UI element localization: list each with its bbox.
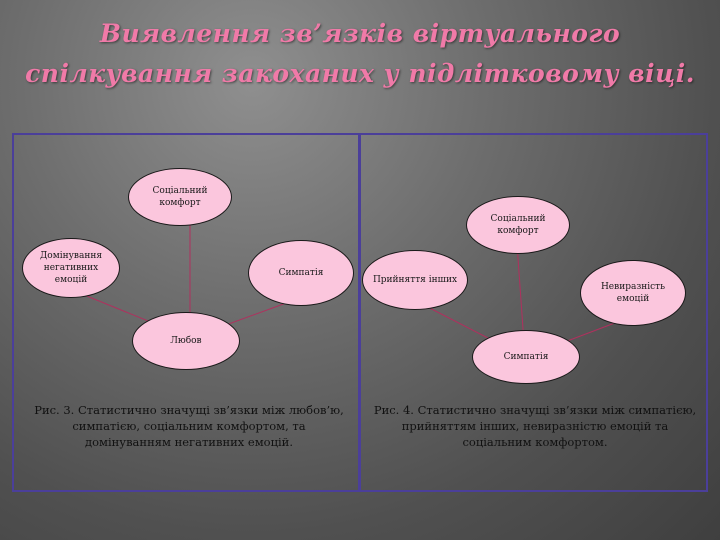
caption-left: Рис. 3. Статистично значущі зв’язки між любов’ю, симпатією, соціальним комфортом, та домінуванням негативних емоцій.	[34, 403, 344, 449]
node-left-love: Любов	[132, 312, 240, 370]
node-left-social-comfort: Соціальний комфорт	[128, 168, 232, 226]
node-right-social-comfort: Соціальний комфорт	[466, 196, 570, 254]
caption-right: Рис. 4. Статистично значущі зв’язки між симпатією, прийняттям інших, невиразністю емоцій та соціальним комфортом.	[373, 403, 697, 449]
node-left-negative-dominance: Домінування негативних емоцій	[22, 238, 120, 298]
node-right-emotion-vagueness: Невиразність емоцій	[580, 260, 686, 326]
node-left-sympathy: Симпатія	[248, 240, 354, 306]
node-right-sympathy: Симпатія	[472, 330, 580, 384]
node-right-acceptance: Прийняття інших	[362, 250, 468, 310]
title-line-1: Виявлення зв’язків віртуального	[99, 19, 621, 48]
title-line-2: спілкування закоханих у підлітковому віці.	[25, 59, 695, 88]
